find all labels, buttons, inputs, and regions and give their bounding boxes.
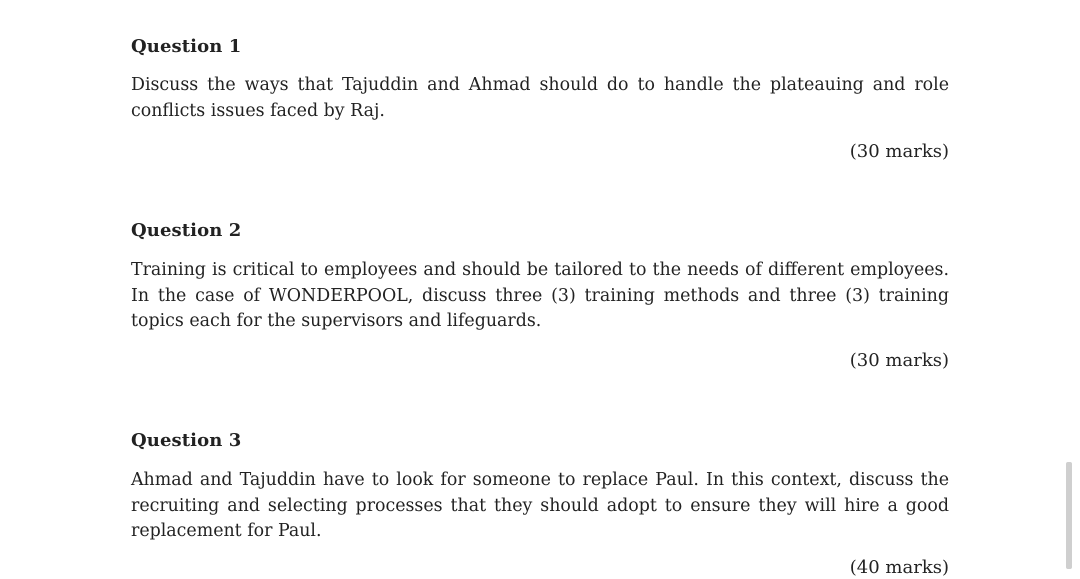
- question-2-title: Question 2: [131, 220, 242, 241]
- question-2-text: Training is critical to employees and should be tailored to the needs of different employees. In the case of WONDERPOOL, discuss three (3) training methods and three (3) training topics each for the supervisors and lifeguards.: [131, 260, 949, 331]
- vertical-scrollbar[interactable]: [1066, 462, 1072, 569]
- question-1-marks: (30 marks): [849, 141, 949, 162]
- question-2-marks: (30 marks): [849, 350, 949, 371]
- question-3-marks: (40 marks): [849, 557, 949, 578]
- question-1-text: Discuss the ways that Tajuddin and Ahmad should do to handle the plateauing and role conflicts issues faced by Raj.: [131, 75, 949, 121]
- question-1-title: Question 1: [131, 36, 242, 57]
- question-3-text: Ahmad and Tajuddin have to look for someone to replace Paul. In this context, discuss the recruiting and selecting processes that they should adopt to ensure they will hire a good replacement for Paul.: [131, 470, 949, 541]
- question-3-title: Question 3: [131, 430, 242, 451]
